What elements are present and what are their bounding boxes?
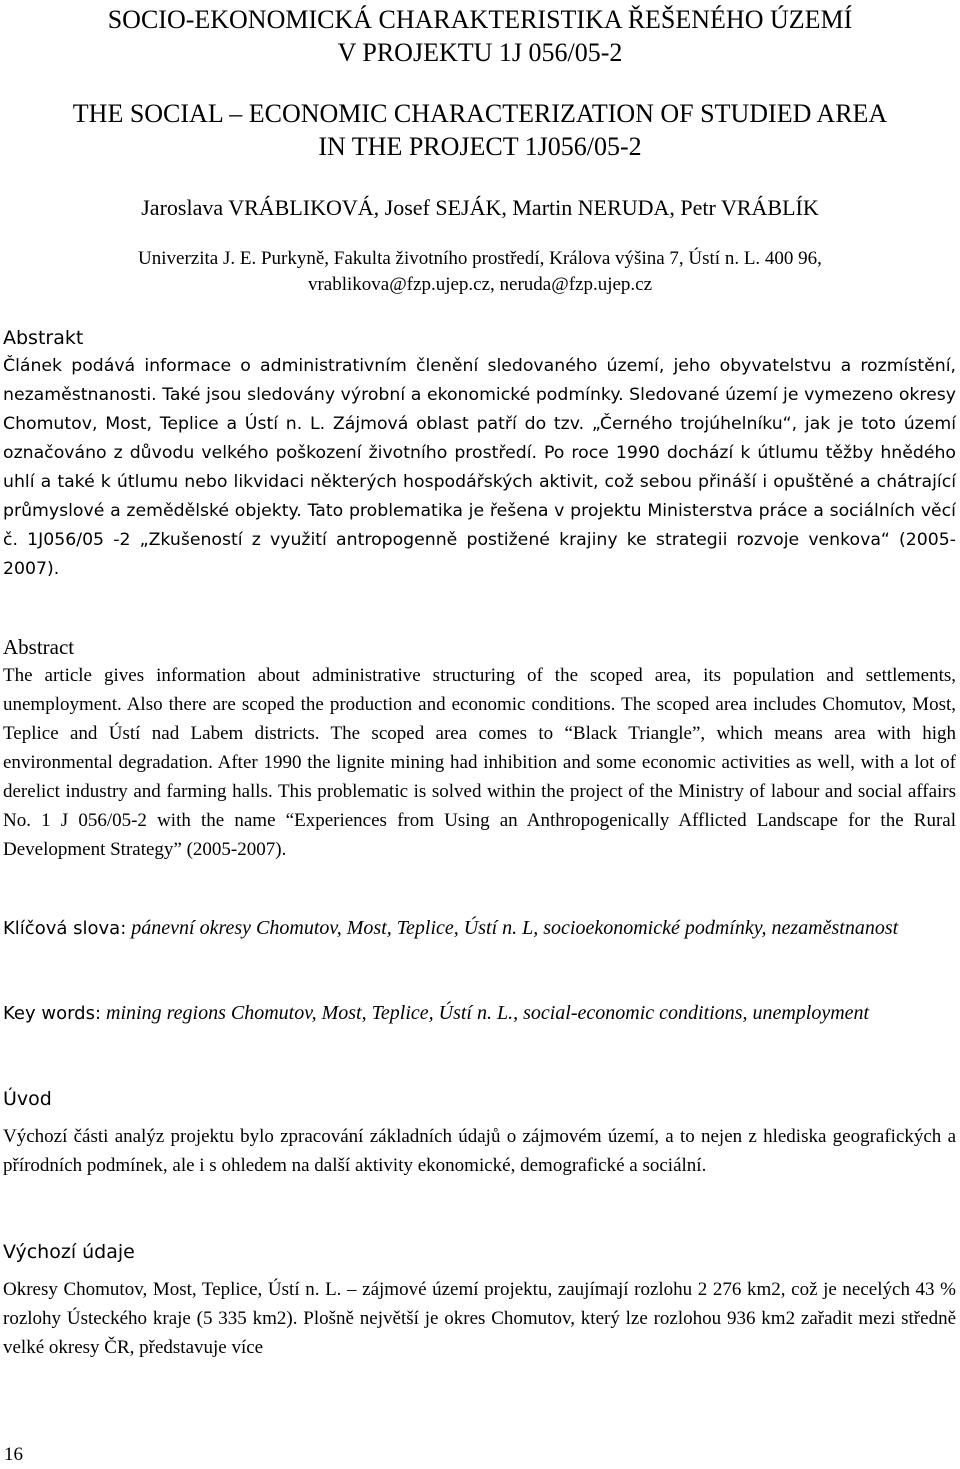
abstract-text: The article gives information about administrative structuring of the scoped area, its population and settlements, unemployment. Also there are scoped the production and economic conditions. The scoped area includes Chomutov, Most, Teplice and Ústí nad Labem districts. The scoped area comes to “Black Triangle”, which means area with high environmental degradation. After 1990 the lignite mining had inhibition and some economic activities as well, with a lot of derelict industry and farming halls. This problematic is solved within the project of the Ministry of labour and social affairs No. 1 J 056/05-2 with the name “Experiences from Using an Anthropogenically Afflicted Landscape for the Rural Development Strategy” (2005-2007).	[3, 665, 956, 860]
keywords-english-label: Key words:	[3, 1003, 102, 1024]
uvod-text: Výchozí části analýz projektu bylo zpracování základních údajů o zájmovém území, a to nejen z hlediska geografických a přírodních podmínek, ale i s ohledem na další aktivity ekonomické, demografické a sociální.	[3, 1126, 956, 1176]
title-czech	[0, 3, 960, 69]
affiliation-address: Univerzita J. E. Purkyně, Fakulta životního prostředí, Králova výšina 7, Ústí n. L. 400 96,	[138, 248, 822, 269]
page-number: 16	[4, 1444, 23, 1465]
uvod-heading: Úvod	[3, 1088, 52, 1110]
keywords-english-value: mining regions Chomutov, Most, Teplice, Ústí n. L., social-economic conditions, unemployment	[106, 1002, 870, 1024]
affiliation	[0, 246, 960, 298]
title-czech-line2: V PROJEKTU 1J 056/05-2	[337, 38, 623, 67]
abstract-heading: Abstract	[3, 635, 75, 659]
title-english-line2: IN THE PROJECT 1J056/05-2	[318, 132, 642, 161]
vychozi-text: Okresy Chomutov, Most, Teplice, Ústí n. L. – zájmové území projektu, zaujímají rozlohu 2 276 km2, což je necelých 43 % rozlohy Ústeckého kraje (5 335 km2). Plošně největší je okres Chomutov, který lze rozlohou 936 km2 zařadit mezi středně velké okresy ČR, představuje více	[3, 1279, 956, 1358]
abstrakt-text: Článek podává informace o administrativním členění sledovaného území, jeho obyvatelstvu a rozmístění, nezaměstnanosti. Také jsou sledovány výrobní a ekonomické podmínky. Sledované území je vymezeno okresy Chomutov, Most, Teplice a Ústí n. L. Zájmová oblast patří do tzv. „Černého trojúhelníku“, jak je toto území označováno z důvodu velkého poškození životního prostředí. Po roce 1990 dochází k útlumu těžby hnědého uhlí a také k útlumu nebo likvidaci některých hospodářských aktivit, což sebou přináší i opuštěné a chátrající průmyslové a zemědělské objekty. Tato problematika je řešena v projektu Ministerstva práce a sociálních věcí č. 1J056/05 -2 „Zkušeností z využití antropogenně postižené krajiny ke strategii rozvoje venkova“ (2005-2007).	[3, 356, 956, 579]
abstrakt-heading: Abstrakt	[3, 327, 84, 349]
keywords-czech-value: pánevní okresy Chomutov, Most, Teplice, Ústí n. L, socioekonomické podmínky, nezaměstnanost	[131, 917, 899, 939]
title-czech-line1: SOCIO-EKONOMICKÁ CHARAKTERISTIKA ŘEŠENÉHO ÚZEMÍ	[107, 5, 853, 34]
title-english	[0, 97, 960, 163]
keywords-english	[3, 999, 956, 1028]
title-english-line1: THE SOCIAL – ECONOMIC CHARACTERIZATION OF STUDIED AREA	[72, 99, 888, 128]
author-list: Jaroslava VRÁBLIKOVÁ, Josef SEJÁK, Martin NERUDA, Petr VRÁBLÍK	[141, 195, 819, 220]
vychozi-heading: Výchozí údaje	[3, 1241, 135, 1263]
affiliation-emails: vrablikova@fzp.ujep.cz, neruda@fzp.ujep.cz	[307, 274, 653, 295]
keywords-czech-label: Klíčová slova:	[3, 918, 127, 939]
keywords-czech	[3, 914, 956, 943]
